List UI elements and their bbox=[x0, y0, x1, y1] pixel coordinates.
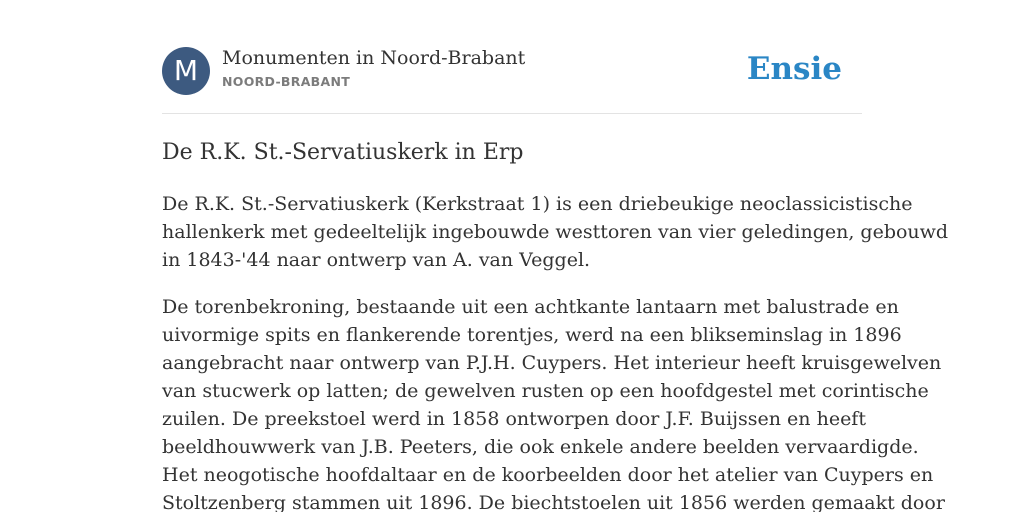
paragraph-line: Stoltzenberg stammen uit 1896. De biechtstoelen uit 1856 werden gemaakt door bbox=[162, 492, 945, 512]
article-body bbox=[162, 190, 949, 512]
paragraph-line: zuilen. De preekstoel werd in 1858 ontworpen door J.F. Buijssen en heeft bbox=[162, 408, 866, 430]
paragraph-line: De R.K. St.-Servatiuskerk (Kerkstraat 1) is een driebeukige neoclassicistische bbox=[162, 193, 913, 215]
paragraph-line: van stucwerk op latten; de gewelven rusten op een hoofdgestel met corintische bbox=[162, 380, 929, 402]
ensie-logo[interactable]: Ensie bbox=[746, 51, 842, 87]
header-divider bbox=[162, 113, 862, 114]
paragraph-line: De torenbekroning, bestaande uit een achtkante lantaarn met balustrade en bbox=[162, 296, 899, 318]
paragraph-line: aangebracht naar ontwerp van P.J.H. Cuypers. Het interieur heeft kruisgewelven bbox=[162, 352, 942, 374]
paragraph-line: Het neogotische hoofdaltaar en de koorbeelden door het atelier van Cuypers en bbox=[162, 464, 934, 486]
paragraph-line: beeldhouwwerk van J.B. Peeters, die ook enkele andere beelden vervaardigde. bbox=[162, 436, 919, 458]
avatar[interactable]: M bbox=[162, 47, 210, 95]
paragraph-line: hallenkerk met gedeeltelijk ingebouwde westtoren van vier geledingen, gebouwd bbox=[162, 221, 949, 243]
paragraph-line: uivormige spits en flankerende torentjes, werd na een blikseminslag in 1896 bbox=[162, 324, 902, 346]
paragraph bbox=[162, 293, 945, 512]
source-title[interactable]: Monumenten in Noord-Brabant bbox=[222, 47, 526, 69]
paragraph-line: in 1843-'44 naar ontwerp van A. van Veggel. bbox=[162, 249, 591, 271]
source-header bbox=[162, 46, 862, 96]
paragraph bbox=[162, 190, 949, 274]
source-subtitle[interactable]: NOORD-BRABANT bbox=[222, 74, 351, 89]
article-title: De R.K. St.-Servatiuskerk in Erp bbox=[162, 140, 524, 165]
